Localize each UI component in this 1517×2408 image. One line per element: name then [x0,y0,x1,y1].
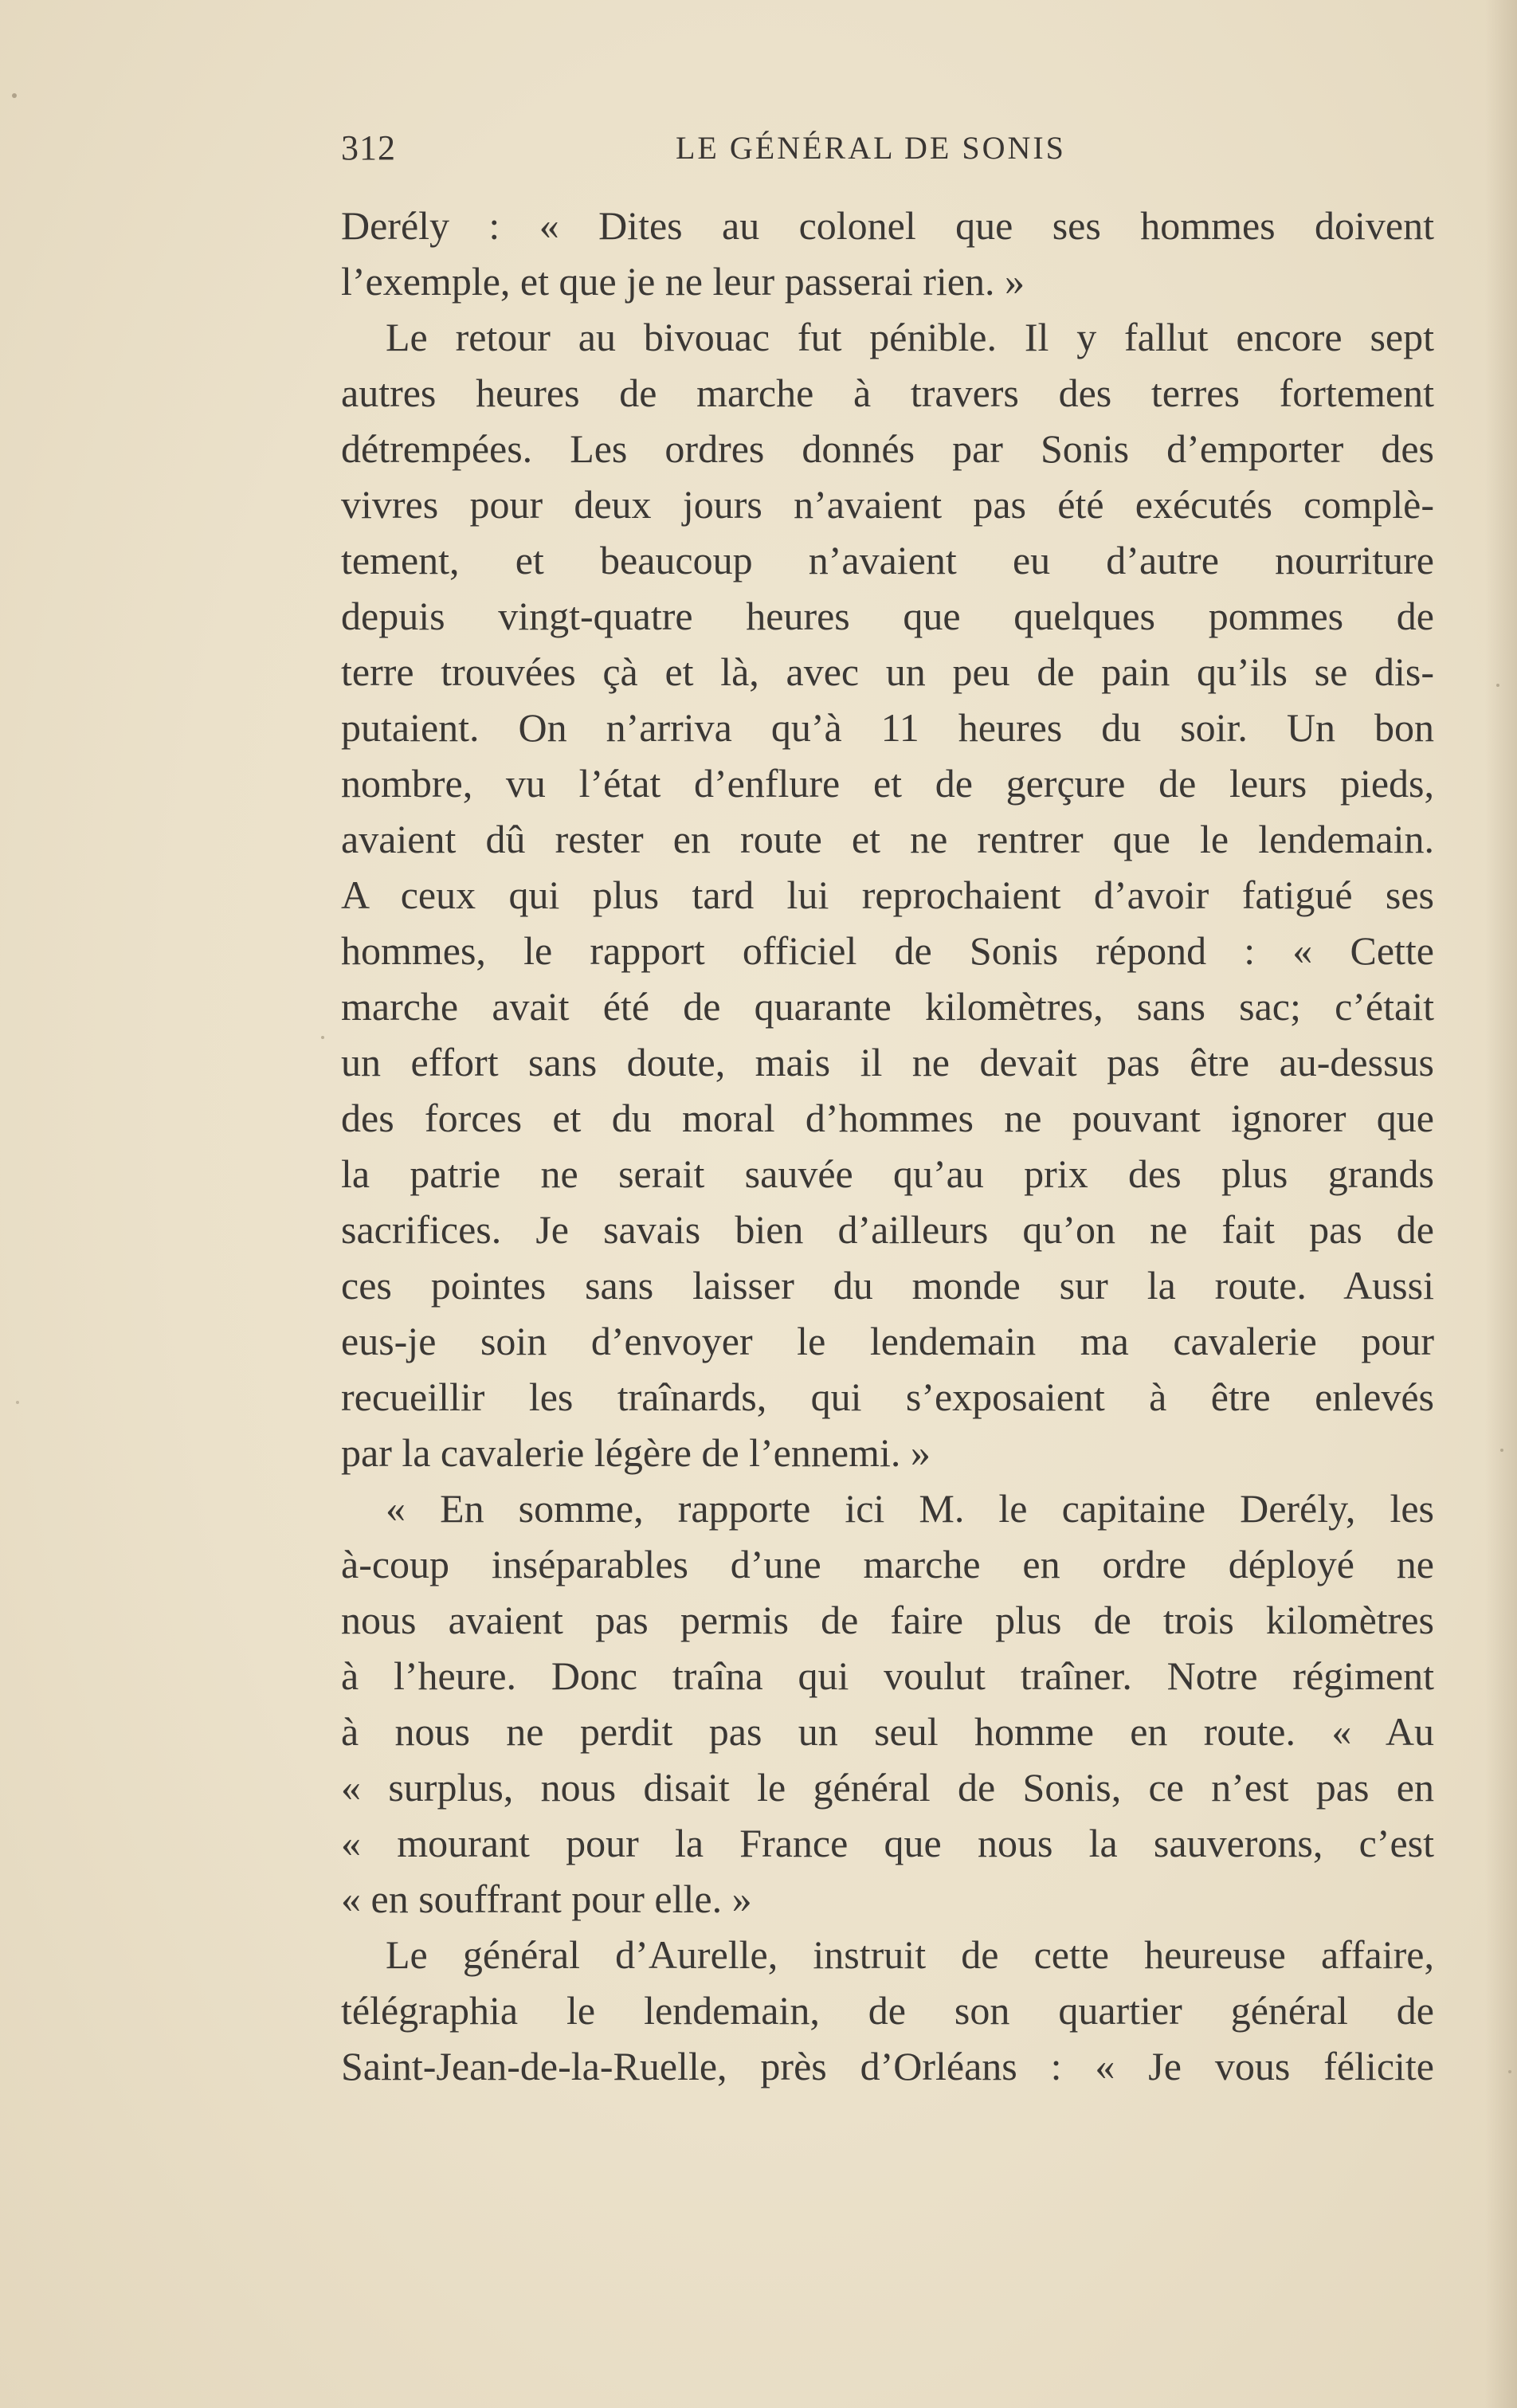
text-line: sacrifices. Je savais bien d’ailleurs qu’on ne fait pas de [341,1207,1434,1252]
text-line: à l’heure. Donc traîna qui voulut traîner. Notre régiment [341,1653,1434,1698]
text-line: nous avaient pas permis de faire plus de trois kilomètres [341,1598,1434,1642]
text-line: des forces et du moral d’hommes ne pouvant ignorer que [341,1096,1434,1140]
text-line: nombre, vu l’état d’enflure et de gerçure de leurs pieds, [341,761,1434,806]
page-edge-shadow [1485,0,1517,2408]
text-line: à-coup inséparables d’une marche en ordre déployé ne [341,1542,1434,1586]
text-line: télégraphia le lendemain, de son quartier général de [341,1988,1434,2033]
text-line: ces pointes sans laisser du monde sur la route. Aussi [341,1263,1434,1308]
text-line: « mourant pour la France que nous la sauverons, c’est [341,1821,1434,1865]
text-line: eus-je soin d’envoyer le lendemain ma cavalerie pour [341,1319,1434,1363]
text-line: putaient. On n’arriva qu’à 11 heures du soir. Un bon [341,705,1434,750]
text-line: « en souffrant pour elle. » [341,1877,752,1921]
text-line: Le retour au bivouac fut pénible. Il y fallut encore sept [386,315,1434,359]
body-text [341,198,1434,2094]
text-line: l’exemple, et que je ne leur passerai rien. » [341,259,1025,304]
text-line: tement, et beaucoup n’avaient eu d’autre nourriture [341,538,1434,582]
text-line: par la cavalerie légère de l’ennemi. » [341,1430,931,1475]
text-line: à nous ne perdit pas un seul homme en route. « Au [341,1709,1434,1754]
text-line: terre trouvées çà et là, avec un peu de pain qu’ils se dis- [341,649,1434,694]
text-line: détrempées. Les ordres donnés par Sonis d’emporter des [341,426,1434,471]
text-line: depuis vingt-quatre heures que quelques pommes de [341,594,1434,638]
text-line: un effort sans doute, mais il ne devait pas être au-dessus [341,1040,1434,1084]
text-line: recueillir les traînards, qui s’exposaient à être enlevés [341,1375,1434,1419]
text-line: avaient dû rester en route et ne rentrer que le lendemain. [341,817,1434,861]
text-line: marche avait été de quarante kilomètres, sans sac; c’était [341,984,1434,1029]
text-line: A ceux qui plus tard lui reprochaient d’avoir fatigué ses [341,873,1434,917]
text-line: « surplus, nous disait le général de Sonis, ce n’est pas en [341,1765,1434,1810]
text-line: Derély : « Dites au colonel que ses hommes doivent [341,203,1434,248]
page-header [341,127,1434,175]
text-line: la patrie ne serait sauvée qu’au prix des plus grands [341,1151,1434,1196]
running-title: LE GÉNÉRAL DE SONIS [676,130,1066,166]
text-line: vivres pour deux jours n’avaient pas été exécutés complè- [341,482,1434,527]
text-line: « En somme, rapporte ici M. le capitaine Derély, les [386,1486,1434,1531]
text-line: Le général d’Aurelle, instruit de cette heureuse affaire, [386,1932,1434,1977]
page-number: 312 [341,128,396,167]
text-line: autres heures de marche à travers des terres fortement [341,371,1434,415]
text-line: Saint-Jean-de-la-Ruelle, près d’Orléans : « Je vous félicite [341,2044,1434,2088]
text-line: hommes, le rapport officiel de Sonis répond : « Cette [341,928,1434,973]
